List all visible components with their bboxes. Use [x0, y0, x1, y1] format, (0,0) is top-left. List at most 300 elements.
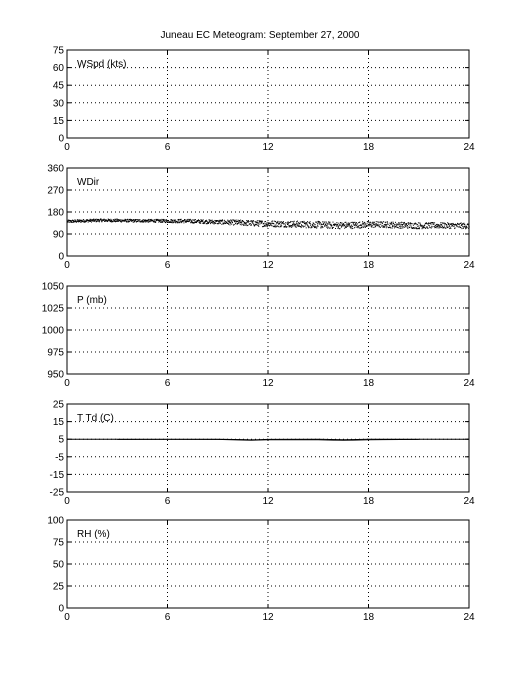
data-point [433, 224, 434, 225]
data-point [257, 220, 258, 221]
data-point [208, 222, 209, 223]
data-point [287, 223, 288, 224]
data-point [419, 227, 420, 228]
data-point [328, 227, 329, 228]
data-point [346, 224, 347, 225]
x-tick-label: 6 [164, 612, 171, 623]
data-point [359, 222, 360, 223]
data-point [243, 221, 244, 222]
data-point [327, 228, 328, 229]
data-point [370, 224, 371, 225]
data-point [230, 223, 231, 224]
x-tick-label: 18 [362, 378, 375, 389]
data-point [425, 228, 426, 229]
data-point [135, 220, 136, 221]
data-point [266, 225, 267, 226]
data-point [326, 227, 327, 228]
data-point [214, 223, 215, 224]
data-point [153, 220, 154, 221]
data-point [337, 225, 338, 226]
data-point [222, 220, 223, 221]
data-point [307, 221, 308, 222]
y-tick-label: 45 [52, 80, 64, 92]
x-tick-label: 24 [463, 612, 475, 623]
data-point [458, 226, 459, 227]
data-point [246, 222, 247, 223]
data-point [279, 226, 280, 227]
data-point [405, 226, 406, 227]
data-point [358, 225, 359, 226]
data-point [265, 225, 266, 226]
data-point [232, 222, 233, 223]
relative-humidity-panel [47, 516, 475, 624]
data-point [288, 224, 289, 225]
y-tick-label: -25 [49, 487, 64, 499]
data-point [317, 226, 318, 227]
data-point [419, 228, 420, 229]
data-point [431, 228, 432, 229]
data-point [418, 222, 419, 223]
x-tick-label: 12 [262, 260, 274, 271]
data-point [296, 225, 297, 226]
data-point [339, 225, 340, 226]
data-point [272, 221, 273, 222]
data-point [297, 223, 298, 224]
data-point [350, 226, 351, 227]
data-point [69, 222, 70, 223]
data-point [401, 228, 402, 229]
data-point [167, 222, 168, 223]
data-point [461, 228, 462, 229]
data-point [392, 228, 393, 229]
data-point [461, 222, 462, 223]
pressure-panel [42, 282, 475, 390]
data-point [433, 222, 434, 223]
data-point [161, 219, 162, 220]
data-point [71, 222, 72, 223]
y-tick-label: 15 [52, 115, 64, 127]
data-point [276, 224, 277, 225]
data-point [192, 219, 193, 220]
data-point [98, 219, 99, 220]
data-point [322, 221, 323, 222]
data-point [463, 228, 464, 229]
data-point [442, 222, 443, 223]
data-point [409, 227, 410, 228]
data-point [229, 224, 230, 225]
data-point [417, 224, 418, 225]
data-point [383, 221, 384, 222]
data-point [245, 225, 246, 226]
data-point [126, 222, 127, 223]
data-point [372, 222, 373, 223]
data-point [73, 220, 74, 221]
data-point [93, 219, 94, 220]
data-point [329, 224, 330, 225]
data-point [306, 227, 307, 228]
data-point [286, 226, 287, 227]
data-point [99, 220, 100, 221]
data-point [238, 221, 239, 222]
x-tick-label: 24 [463, 142, 475, 153]
data-point [381, 226, 382, 227]
x-tick-label: 18 [362, 496, 375, 507]
data-point [315, 227, 316, 228]
data-point [339, 228, 340, 229]
data-point [203, 219, 204, 220]
data-point [301, 227, 302, 228]
data-point [349, 224, 350, 225]
data-point [154, 219, 155, 220]
data-point [68, 220, 69, 221]
data-point [84, 220, 85, 221]
data-point [94, 221, 95, 222]
data-point [251, 224, 252, 225]
data-point [394, 227, 395, 228]
data-point [372, 225, 373, 226]
data-point [405, 225, 406, 226]
data-point [384, 225, 385, 226]
y-tick-label: 50 [52, 559, 64, 571]
data-point [353, 224, 354, 225]
data-point [444, 227, 445, 228]
data-point [202, 221, 203, 222]
data-point [420, 224, 421, 225]
y-tick-label: -5 [55, 452, 64, 464]
data-point [281, 224, 282, 225]
data-point [81, 222, 82, 223]
data-point [438, 227, 439, 228]
data-point [366, 226, 367, 227]
data-point [396, 225, 397, 226]
data-point [137, 221, 138, 222]
data-point [143, 219, 144, 220]
data-point [289, 222, 290, 223]
y-tick-label: 30 [52, 98, 64, 110]
data-point [237, 223, 238, 224]
data-point [399, 223, 400, 224]
data-point [441, 224, 442, 225]
data-point [299, 225, 300, 226]
data-point [220, 223, 221, 224]
data-point [371, 226, 372, 227]
data-point [412, 223, 413, 224]
wind-direction-panel [47, 164, 475, 272]
data-point [290, 221, 291, 222]
y-tick-label: -15 [49, 469, 64, 481]
data-point [231, 224, 232, 225]
y-tick-label: 100 [47, 515, 64, 527]
data-point [265, 221, 266, 222]
data-point [352, 228, 353, 229]
data-point [457, 226, 458, 227]
data-point [377, 221, 378, 222]
data-point [245, 223, 246, 224]
data-point [359, 227, 360, 228]
data-point [285, 222, 286, 223]
data-point [325, 224, 326, 225]
data-point [402, 224, 403, 225]
data-point [290, 226, 291, 227]
data-point [247, 225, 248, 226]
data-point [319, 224, 320, 225]
x-tick-label: 24 [463, 260, 475, 271]
data-point [273, 223, 274, 224]
wind-direction-label: WDir [77, 177, 100, 188]
data-point [378, 222, 379, 223]
data-point [230, 222, 231, 223]
data-point [407, 225, 408, 226]
data-point [139, 221, 140, 222]
data-point [209, 222, 210, 223]
data-point [302, 222, 303, 223]
data-point [302, 225, 303, 226]
data-point [297, 221, 298, 222]
data-point [327, 225, 328, 226]
data-point [409, 223, 410, 224]
data-point [298, 222, 299, 223]
wind-speed-panel [53, 46, 475, 154]
data-point [195, 219, 196, 220]
data-point [241, 222, 242, 223]
data-point [336, 224, 337, 225]
data-point [460, 227, 461, 228]
data-point [289, 225, 290, 226]
data-point [416, 223, 417, 224]
data-point [456, 224, 457, 225]
data-point [386, 227, 387, 228]
data-point [235, 220, 236, 221]
data-point [427, 226, 428, 227]
x-tick-label: 0 [64, 612, 70, 623]
data-point [185, 219, 186, 220]
data-point [305, 224, 306, 225]
data-point [427, 228, 428, 229]
data-point [327, 223, 328, 224]
data-point [365, 227, 366, 228]
data-point [368, 221, 369, 222]
data-point [350, 227, 351, 228]
data-point [358, 227, 359, 228]
data-point [96, 219, 97, 220]
data-point [126, 219, 127, 220]
data-point [403, 226, 404, 227]
data-point [328, 222, 329, 223]
data-point [371, 224, 372, 225]
data-point [254, 225, 255, 226]
data-point [400, 226, 401, 227]
data-point [429, 223, 430, 224]
data-point [107, 221, 108, 222]
data-point [466, 226, 467, 227]
data-point [387, 224, 388, 225]
data-point [403, 224, 404, 225]
data-point [241, 221, 242, 222]
y-tick-label: 90 [52, 229, 64, 241]
data-point [411, 223, 412, 224]
data-point [426, 222, 427, 223]
data-point [364, 226, 365, 227]
data-point [259, 220, 260, 221]
data-point [204, 223, 205, 224]
data-point [264, 226, 265, 227]
data-point [391, 224, 392, 225]
data-point [355, 223, 356, 224]
data-point [250, 223, 251, 224]
data-point [421, 226, 422, 227]
data-point [246, 224, 247, 225]
data-point [174, 221, 175, 222]
data-point [398, 224, 399, 225]
data-point [303, 226, 304, 227]
data-point [193, 223, 194, 224]
data-point [335, 228, 336, 229]
data-point [379, 224, 380, 225]
data-point [248, 220, 249, 221]
data-point [355, 222, 356, 223]
data-point [219, 221, 220, 222]
data-point [224, 220, 225, 221]
data-point [382, 222, 383, 223]
data-point [345, 222, 346, 223]
data-point [342, 224, 343, 225]
data-point [424, 225, 425, 226]
data-point [285, 225, 286, 226]
data-point [253, 221, 254, 222]
data-point [447, 222, 448, 223]
y-tick-label: 1000 [41, 325, 64, 337]
data-point [449, 225, 450, 226]
x-tick-label: 12 [262, 612, 274, 623]
data-point [300, 222, 301, 223]
data-point [179, 219, 180, 220]
data-point [450, 227, 451, 228]
data-point [346, 223, 347, 224]
data-point [172, 220, 173, 221]
data-point [261, 223, 262, 224]
data-point [221, 224, 222, 225]
data-point [399, 226, 400, 227]
data-point [325, 225, 326, 226]
data-point [417, 226, 418, 227]
data-point [436, 226, 437, 227]
data-point [258, 223, 259, 224]
data-point [336, 222, 337, 223]
data-point [384, 226, 385, 227]
data-point [352, 226, 353, 227]
x-tick-label: 6 [164, 260, 171, 271]
y-tick-label: 975 [47, 347, 64, 359]
data-point [312, 227, 313, 228]
data-point [354, 227, 355, 228]
data-point [464, 224, 465, 225]
data-point [307, 224, 308, 225]
data-point [210, 220, 211, 221]
data-point [293, 223, 294, 224]
data-point [367, 225, 368, 226]
data-point [99, 221, 100, 222]
data-point [463, 223, 464, 224]
data-point [382, 223, 383, 224]
data-point [434, 222, 435, 223]
data-point [296, 227, 297, 228]
data-point [380, 227, 381, 228]
data-point [269, 225, 270, 226]
data-point [222, 219, 223, 220]
data-point [231, 221, 232, 222]
data-point [264, 223, 265, 224]
data-point [277, 221, 278, 222]
data-point [393, 222, 394, 223]
data-point [356, 227, 357, 228]
data-point [338, 227, 339, 228]
data-point [267, 226, 268, 227]
data-point [320, 222, 321, 223]
data-point [346, 227, 347, 228]
data-point [181, 219, 182, 220]
data-point [389, 225, 390, 226]
data-point [218, 223, 219, 224]
data-point [387, 221, 388, 222]
data-point [109, 219, 110, 220]
data-point [129, 221, 130, 222]
data-point [343, 225, 344, 226]
data-point [338, 228, 339, 229]
data-point [393, 223, 394, 224]
data-point [374, 222, 375, 223]
data-point [391, 222, 392, 223]
data-point [295, 224, 296, 225]
data-point [332, 228, 333, 229]
data-point [258, 225, 259, 226]
data-point [362, 221, 363, 222]
data-point [314, 224, 315, 225]
data-point [88, 222, 89, 223]
data-point [190, 219, 191, 220]
y-tick-label: 360 [47, 163, 64, 175]
data-point [127, 221, 128, 222]
data-point [340, 223, 341, 224]
data-point [459, 226, 460, 227]
data-point [329, 223, 330, 224]
data-point [277, 222, 278, 223]
data-point [415, 227, 416, 228]
data-point [168, 220, 169, 221]
y-tick-label: 25 [52, 581, 64, 593]
data-point [442, 226, 443, 227]
y-tick-label: 75 [52, 537, 64, 549]
data-point [212, 220, 213, 221]
data-point [397, 227, 398, 228]
data-point [351, 222, 352, 223]
data-point [322, 224, 323, 225]
data-point [284, 223, 285, 224]
data-point [281, 225, 282, 226]
data-point [402, 225, 403, 226]
data-point [439, 225, 440, 226]
data-point [367, 223, 368, 224]
data-point [447, 226, 448, 227]
data-point [329, 222, 330, 223]
data-point [295, 225, 296, 226]
data-point [466, 227, 467, 228]
data-point [398, 227, 399, 228]
data-point [411, 226, 412, 227]
data-point [404, 222, 405, 223]
data-point [414, 228, 415, 229]
data-point [272, 225, 273, 226]
data-point [228, 223, 229, 224]
